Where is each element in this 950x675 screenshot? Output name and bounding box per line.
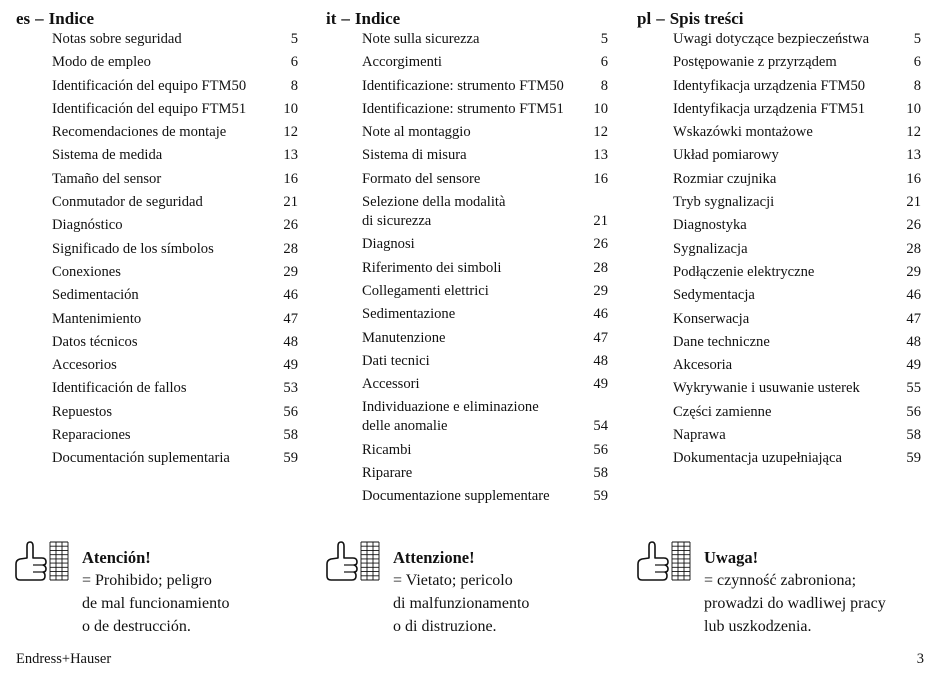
toc-entry-title: Diagnostyka [673,217,747,234]
toc-entry-title: Riparare [362,465,413,482]
toc-heading-es: es – Indice [16,9,95,28]
toc-entry [362,100,608,119]
toc-entry-page: 59 [283,450,298,467]
toc-entry-title: Individuazione e eliminazione delle anomalie [362,399,539,435]
toc-heading-pl: pl – Spis treści [637,9,744,28]
notice-line: = Vietato; pericolo [393,572,513,589]
toc-entry-page: 8 [290,77,298,94]
toc-entry-title: Konserwacja [673,310,750,327]
notice-line: prowadzi do wadliwej pracy [704,595,886,612]
toc-entry-title: Sedimentazione [362,306,456,323]
toc-entry-page: 56 [906,403,921,420]
toc-entry [673,30,921,49]
toc-entry-page: 54 [593,418,608,435]
toc-entry-page: 8 [600,77,608,94]
toc-entry-title: Notas sobre seguridad [52,31,182,47]
toc-entry-title: Tryb sygnalizacji [673,194,775,211]
toc-entry-title: Datos técnicos [52,333,138,350]
toc-entry [362,487,608,506]
toc-entry-title: Collegamenti elettrici [362,282,489,299]
toc-entry-title: Accesorios [52,357,117,374]
toc-list-pl [637,30,921,468]
toc-entry-title: Modo de empleo [52,54,151,71]
toc-entry-title: Formato del sensore [362,170,481,187]
toc-entry [52,53,298,72]
toc-entry-title: Repuestos [52,403,112,420]
toc-entry [673,170,921,189]
toc-entry-page: 56 [283,403,298,420]
toc-entry [52,333,298,352]
toc-entry-title: Sistema di misura [362,147,467,164]
lang-code: pl [637,9,652,28]
toc-entry [673,286,921,305]
toc-entry [52,77,298,96]
toc-entry-title: Tamaño del sensor [52,170,162,187]
toc-entry-title: Sedymentacja [673,287,755,304]
toc-entry [362,53,608,72]
toc-entry-page: 58 [283,427,298,444]
toc-entry-title: Conmutador de seguridad [52,194,203,211]
toc-entry-page: 29 [593,282,608,299]
toc-entry [52,263,298,282]
toc-entry [673,449,921,468]
toc-entry [52,193,298,212]
toc-heading-it: it – Indice [326,9,401,28]
toc-entry-title: Identificación del equipo FTM50 [52,77,247,94]
pointing-hand-icon [14,540,74,584]
notice-line: o de destrucción. [82,618,191,635]
toc-entry-page: 48 [283,333,298,350]
toc-entry [673,379,921,398]
toc-entry-page: 26 [283,217,298,234]
toc-entry-title: Wskazówki montażowe [673,124,813,141]
toc-entry-page: 21 [283,194,298,211]
toc-entry [52,449,298,468]
toc-entry-title: Recomendaciones de montaje [52,124,227,141]
toc-entry-title: Układ pomiarowy [673,147,779,164]
toc-entry-title: Wykrywanie i usuwanie usterek [673,380,860,397]
toc-entry [52,123,298,142]
toc-entry [673,426,921,445]
toc-entry-title: Manutenzione [362,329,446,346]
toc-entry-title: Note al montaggio [362,124,471,141]
toc-entry-page: 8 [913,77,921,94]
toc-entry-page: 12 [906,124,921,141]
toc-entry [52,240,298,259]
toc-entry [362,123,608,142]
toc-entry [362,193,608,231]
toc-entry-title: Significado de los símbolos [52,240,214,257]
toc-entry [673,193,921,212]
notice-line: di malfunzionamento [393,595,530,612]
toc-entry-title: Sygnalizacja [673,240,748,257]
toc-column-pl [637,8,921,473]
toc-entry-title: Identyfikacja urządzenia FTM50 [673,77,866,94]
toc-entry-page: 5 [600,31,608,47]
toc-list-it [326,30,608,506]
lang-code: es [16,9,31,28]
toc-entry-title: Identificación del equipo FTM51 [52,100,247,117]
toc-entry [362,235,608,254]
toc-entry-page: 12 [283,124,298,141]
notice-line: = czynność zabroniona; [704,572,857,589]
toc-title: Spis treści [669,9,744,28]
toc-entry-page: 29 [283,263,298,280]
toc-entry-title: Sistema de medida [52,147,163,164]
toc-entry [673,333,921,352]
footer-brand: Endress+Hauser [16,651,112,667]
toc-entry-title: Podłączenie elektryczne [673,263,815,280]
toc-entry-page: 6 [913,54,921,71]
toc-entry-page: 13 [906,147,921,164]
toc-entry-page: 10 [283,100,298,117]
toc-entry-page: 49 [906,357,921,374]
toc-entry-page: 59 [906,450,921,467]
notice-line: o di distruzione. [393,618,497,635]
toc-entry-page: 46 [593,306,608,323]
toc-entry-title: Conexiones [52,263,121,280]
toc-entry-page: 28 [906,240,921,257]
toc-entry [52,100,298,119]
toc-entry-page: 13 [283,147,298,164]
toc-entry [362,282,608,301]
toc-column-es [16,8,298,473]
toc-entry-title: Selezione della modalità di sicurezza [362,194,506,230]
toc-entry-page: 46 [906,287,921,304]
toc-entry-title: Reparaciones [52,427,131,444]
notice-line: lub uszkodzenia. [704,618,812,635]
toc-entry-title: Uwagi dotyczące bezpieczeństwa [673,31,870,47]
toc-entry [52,310,298,329]
toc-entry-page: 59 [593,488,608,505]
toc-entry-page: 21 [906,194,921,211]
toc-entry-page: 46 [283,287,298,304]
toc-entry-title: Mantenimiento [52,310,142,327]
toc-entry-title: Ricambi [362,441,412,458]
toc-entry [52,403,298,422]
toc-entry-title: Dati tecnici [362,352,430,369]
toc-entry [52,170,298,189]
toc-list-es [16,30,298,468]
notice-heading: Uwaga! [704,548,759,567]
toc-entry-page: 47 [593,329,608,346]
toc-title: Indice [48,9,95,28]
toc-entry [362,375,608,394]
pointing-hand-icon [636,540,696,584]
toc-entry-title: Note sulla sicurezza [362,31,480,47]
toc-column-it [326,8,608,511]
pointing-hand-icon [325,540,385,584]
toc-entry [673,216,921,235]
toc-entry-page: 6 [290,54,298,71]
toc-entry-page: 26 [906,217,921,234]
toc-entry-title: Accorgimenti [362,54,442,71]
toc-entry-title: Identificazione: strumento FTM51 [362,100,564,117]
toc-entry-page: 28 [593,259,608,276]
toc-entry-title: Dane techniczne [673,333,770,350]
toc-entry-page: 56 [593,441,608,458]
toc-entry [673,263,921,282]
toc-entry-title: Naprawa [673,427,726,444]
toc-entry [52,30,298,49]
notice-line: de mal funcionamiento [82,595,230,612]
toc-entry-page: 10 [906,100,921,117]
toc-entry [52,379,298,398]
toc-entry [673,403,921,422]
toc-entry-title: Identyfikacja urządzenia FTM51 [673,100,866,117]
toc-entry [52,216,298,235]
toc-entry [52,286,298,305]
toc-entry-page: 55 [906,380,921,397]
toc-entry [362,398,608,436]
toc-entry-page: 58 [906,427,921,444]
toc-entry-page: 26 [593,236,608,253]
toc-entry-page: 16 [593,170,608,187]
toc-entry [362,352,608,371]
lang-code: it [326,9,337,28]
toc-entry-page: 13 [593,147,608,164]
toc-entry [362,259,608,278]
toc-entry-title: Diagnosi [362,236,415,253]
toc-entry-title: Części zamienne [673,403,772,420]
toc-entry-page: 47 [283,310,298,327]
toc-entry-title: Documentación suplementaria [52,450,230,467]
toc-entry-title: Documentazione supplementare [362,488,550,505]
toc-entry [362,441,608,460]
toc-entry-page: 48 [906,333,921,350]
toc-entry-page: 16 [906,170,921,187]
toc-entry-page: 29 [906,263,921,280]
toc-entry-page: 28 [283,240,298,257]
toc-entry-page: 5 [290,31,298,47]
page-number: 3 [916,651,924,667]
toc-entry [673,123,921,142]
toc-entry [673,100,921,119]
toc-entry-page: 47 [906,310,921,327]
toc-entry [673,240,921,259]
toc-entry-page: 48 [593,352,608,369]
toc-entry-title: Postępowanie z przyrządem [673,54,837,71]
notice-line: = Prohibido; peligro [82,572,212,589]
toc-entry-page: 10 [593,100,608,117]
toc-entry [362,30,608,49]
toc-entry-page: 12 [593,124,608,141]
toc-entry [362,305,608,324]
toc-entry-title: Rozmiar czujnika [673,170,777,187]
notice-heading: Atención! [82,548,151,567]
toc-entry-title: Sedimentación [52,287,139,304]
toc-entry [52,356,298,375]
toc-entry-page: 49 [593,376,608,393]
toc-entry-page: 21 [593,213,608,230]
toc-entry [362,464,608,483]
toc-entry-page: 6 [600,54,608,71]
toc-entry-title: Dokumentacja uzupełniająca [673,450,842,467]
toc-entry-page: 58 [593,465,608,482]
toc-entry [673,310,921,329]
toc-title: Indice [354,9,401,28]
toc-entry [362,77,608,96]
toc-entry [362,170,608,189]
toc-entry [673,146,921,165]
toc-entry-title: Riferimento dei simboli [362,259,502,276]
toc-entry [362,329,608,348]
toc-entry [673,77,921,96]
notice-heading: Attenzione! [393,548,475,567]
toc-entry-title: Identificazione: strumento FTM50 [362,77,564,94]
toc-entry-title: Diagnóstico [52,217,123,234]
toc-entry-title: Identificación de fallos [52,380,187,397]
toc-entry-title: Akcesoria [673,357,733,374]
toc-entry [673,356,921,375]
toc-entry-page: 49 [283,357,298,374]
toc-entry-page: 53 [283,380,298,397]
toc-entry-page: 16 [283,170,298,187]
toc-entry [362,146,608,165]
toc-entry-page: 5 [913,31,921,47]
toc-entry-title: Accessori [362,376,420,393]
toc-entry [52,426,298,445]
toc-entry [673,53,921,72]
toc-entry [52,146,298,165]
